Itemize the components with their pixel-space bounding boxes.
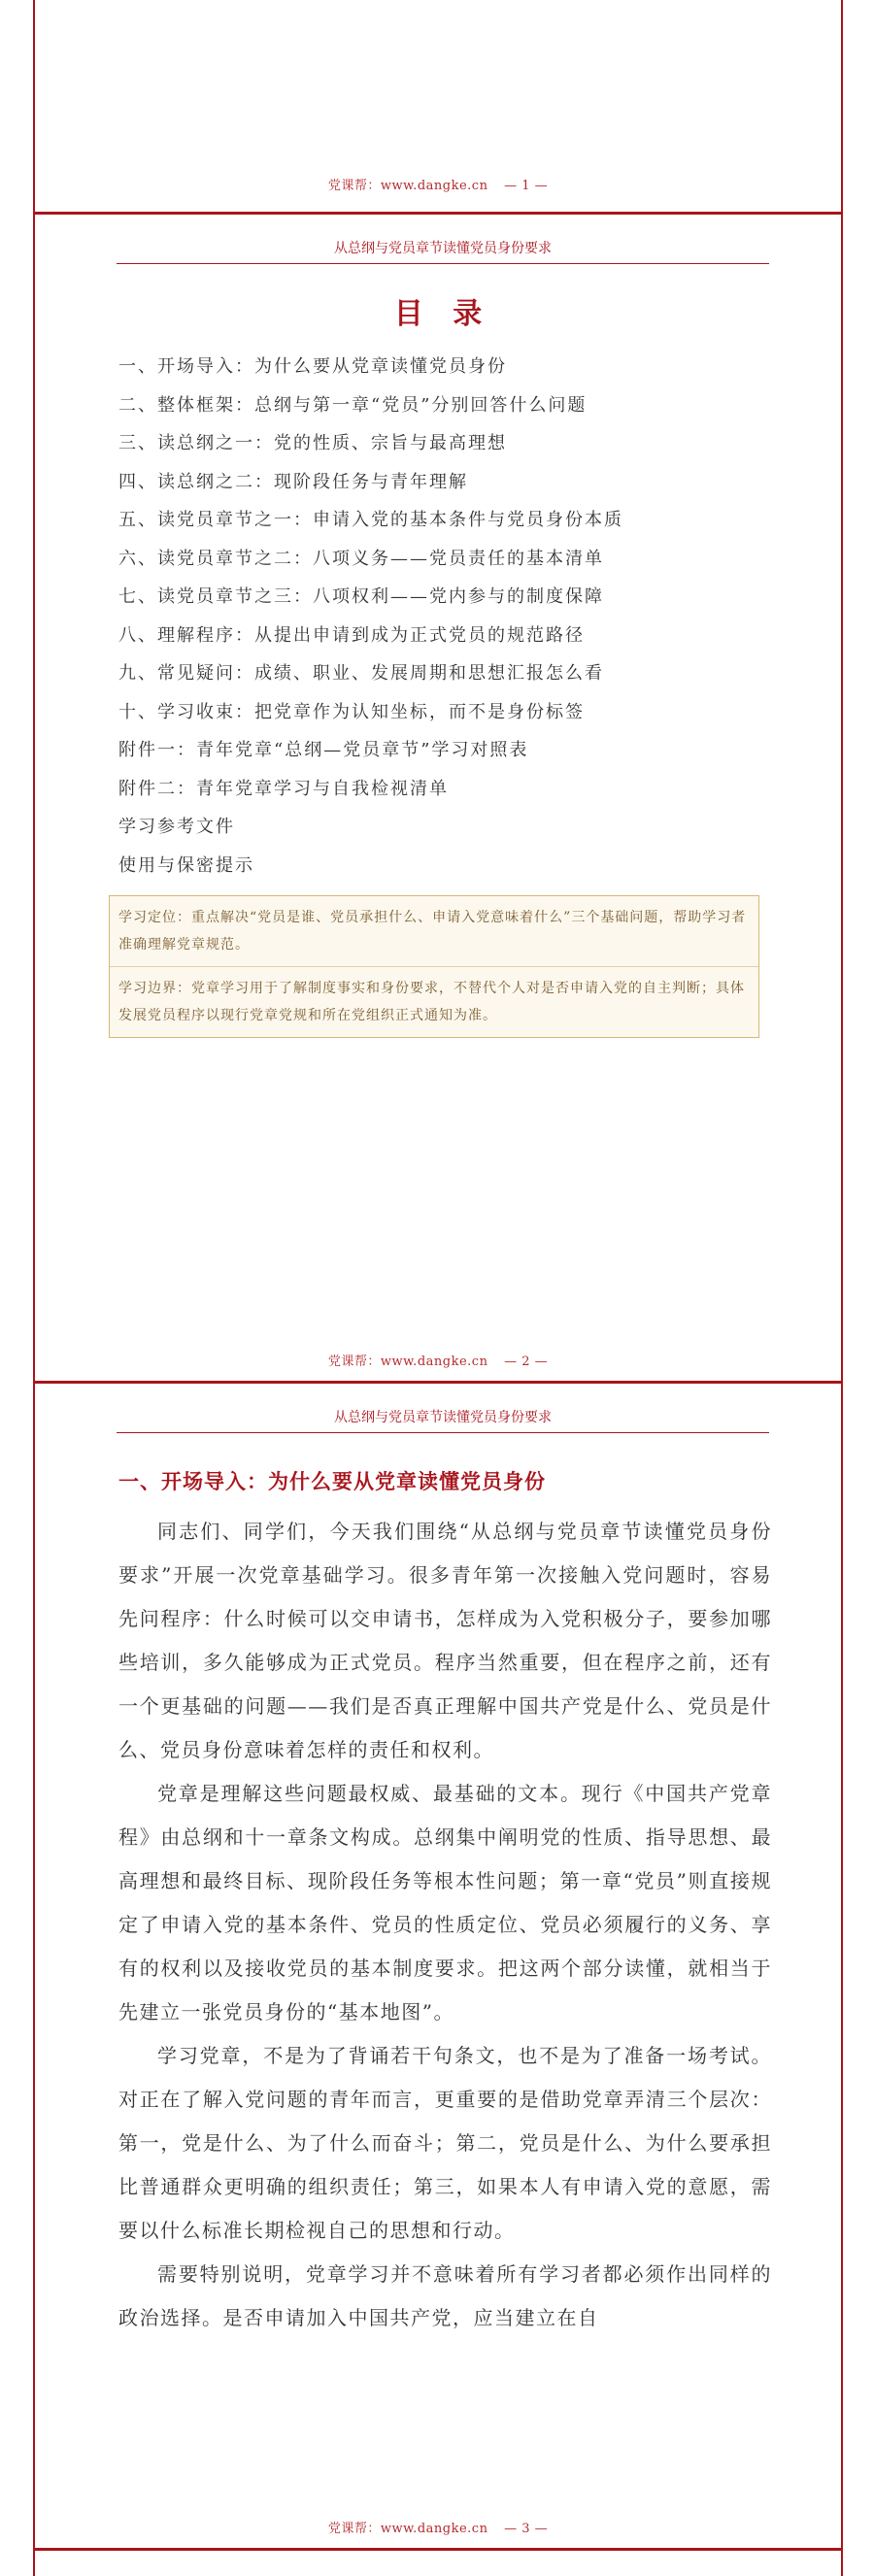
toc-item[interactable]: 使用与保密提示 (118, 854, 254, 876)
footer-site: 党课帮：www.dangke.cn (327, 2522, 488, 2536)
running-head: 从总纲与党员章节读懂党员身份要求 (334, 241, 552, 256)
study-positioning-note: 学习定位：重点解决“党员是谁、党员承担什么、申请入党意味着什么”三个基础问题，帮助学习者准确理解党章规范。 (118, 910, 747, 953)
toc-item[interactable]: 九、常见疑问：成绩、职业、发展周期和思想汇报怎么看 (118, 663, 604, 684)
running-head-rule (117, 1432, 769, 1433)
page-bottom-border (33, 2548, 843, 2551)
footer-site: 党课帮：www.dangke.cn (327, 179, 488, 193)
page-2-footer (33, 1351, 843, 1369)
toc-item[interactable]: 六、读党员章节之二：八项义务——党员责任的基本清单 (118, 548, 604, 569)
toc-item[interactable]: 八、理解程序：从提出申请到成为正式党员的规范路径 (118, 624, 585, 646)
body-paragraph: 学习党章，不是为了背诵若干句条文，也不是为了准备一场考试。对正在了解入党问题的青年而言，更重要的是借助党章弄清三个层次：第一，党是什么、为了什么而奋斗；第二，党员是什么、为什么要承担比普通群众更明确的组织责任；第三，如果本人有申请入党的意愿，需要以什么标准长期检视自己的思想和行动。 (118, 2044, 772, 2242)
toc-item[interactable]: 五、读党员章节之一：申请入党的基本条件与党员身份本质 (118, 510, 623, 530)
section-body (118, 1510, 772, 2340)
footer-page-number: — 1 — (504, 179, 549, 193)
toc-title: 目 录 (393, 297, 492, 331)
study-notes-box (109, 895, 759, 1038)
toc-item[interactable]: 二、整体框架：总纲与第一章“党员”分别回答什么问题 (118, 394, 588, 416)
toc-item[interactable]: 三、读总纲之一：党的性质、宗旨与最高理想 (118, 433, 507, 453)
study-boundary-note: 学习边界：党章学习用于了解制度事实和身份要求，不替代个人对是否申请入党的自主判断；具体发展党员程序以现行党章党规和所在党组织正式通知为准。 (110, 966, 758, 1037)
footer-page-number: — 2 — (504, 1355, 549, 1369)
page-3-footer (33, 2518, 843, 2536)
section-title: 一、开场导入：为什么要从党章读懂党员身份 (118, 1469, 546, 1493)
toc-item[interactable]: 四、读总纲之二：现阶段任务与青年理解 (118, 471, 468, 492)
body-paragraph: 需要特别说明，党章学习并不意味着所有学习者都必须作出同样的政治选择。是否申请加入中国共产党，应当建立在自 (118, 2262, 772, 2329)
toc-item[interactable]: 学习参考文件 (118, 817, 235, 837)
toc-item[interactable]: 一、开场导入：为什么要从党章读懂党员身份 (118, 356, 507, 377)
footer-page-number: — 3 — (504, 2522, 549, 2536)
page-1-footer (33, 175, 843, 193)
body-paragraph: 党章是理解这些问题最权威、最基础的文本。现行《中国共产党章程》由总纲和十一章条文构成。总纲集中阐明党的性质、指导思想、最高理想和最终目标、现阶段任务等根本性问题；第一章“党员”则直接规定了申请入党的基本条件、党员的性质定位、党员必须履行的义务、享有的权利以及接收党员的基本制度要求。把这两个部分读懂，就相当于先建立一张党员身份的“基本地图”。 (118, 1782, 772, 2024)
toc-list (118, 348, 623, 885)
toc-item[interactable]: 附件二：青年党章学习与自我检视清单 (118, 778, 449, 799)
toc-item[interactable]: 十、学习收束：把党章作为认知坐标，而不是身份标签 (118, 701, 585, 722)
body-paragraph: 同志们、同学们，今天我们围绕“从总纲与党员章节读懂党员身份要求”开展一次党章基础学习。很多青年第一次接触入党问题时，容易先问程序：什么时候可以交申请书，怎样成为入党积极分子，要参加哪些培训，多久能够成为正式党员。程序当然重要，但在程序之前，还有一个更基础的问题——我们是否真正理解中国共产党是什么、党员是什么、党员身份意味着怎样的责任和权利。 (118, 1520, 772, 1761)
toc-item[interactable]: 七、读党员章节之三：八项权利——党内参与的制度保障 (118, 586, 604, 607)
toc-item[interactable]: 附件一：青年党章“总纲—党员章节”学习对照表 (118, 740, 529, 760)
running-head-rule (117, 263, 769, 264)
running-head: 从总纲与党员章节读懂党员身份要求 (334, 1410, 552, 1425)
footer-site: 党课帮：www.dangke.cn (327, 1355, 488, 1369)
